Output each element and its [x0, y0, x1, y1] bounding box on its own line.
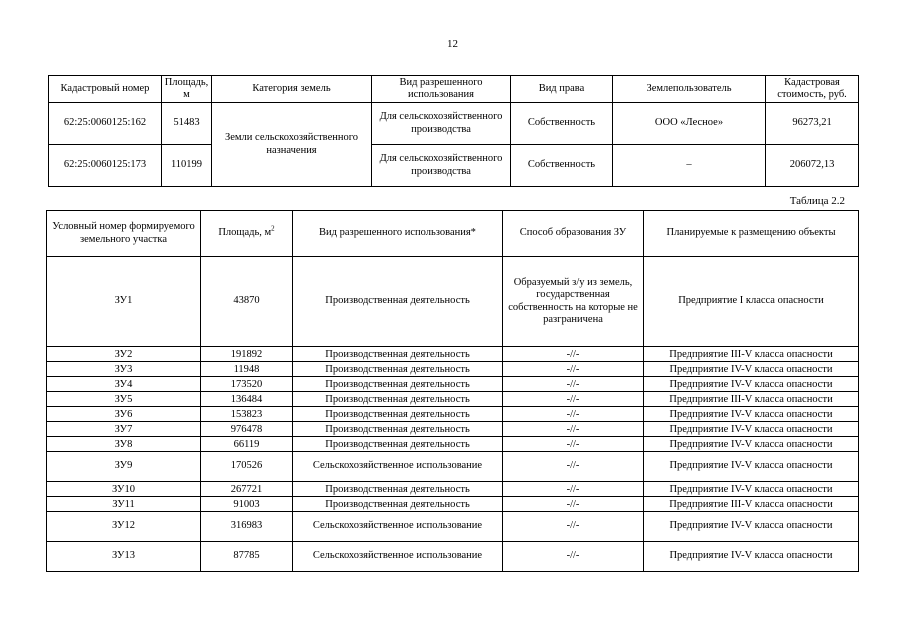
permitted-use: Производственная деятельность	[293, 437, 503, 452]
plot-number: ЗУ11	[47, 497, 201, 512]
planned-objects: Предприятие IV-V класса опасности	[644, 452, 859, 482]
plot-number: ЗУ2	[47, 347, 201, 362]
area-value: 136484	[201, 392, 293, 407]
formation-method: -//-	[503, 482, 644, 497]
planned-objects: Предприятие IV-V класса опасности	[644, 437, 859, 452]
formation-method: -//-	[503, 362, 644, 377]
plot-number: ЗУ4	[47, 377, 201, 392]
cadastral-number: 62:25:0060125:162	[49, 103, 162, 145]
area-value: 87785	[201, 542, 293, 572]
table1-header-cell: Площадь, м	[162, 76, 212, 103]
cadastral-number: 62:25:0060125:173	[49, 145, 162, 187]
formation-method: -//-	[503, 497, 644, 512]
plot-number: ЗУ7	[47, 422, 201, 437]
planned-objects: Предприятие III-V класса опасности	[644, 497, 859, 512]
formation-method: -//-	[503, 437, 644, 452]
table1-header-row	[49, 76, 859, 103]
area-value: 316983	[201, 512, 293, 542]
table-row	[47, 452, 859, 482]
header-area-sup: 2	[271, 224, 275, 233]
planned-objects: Предприятие IV-V класса опасности	[644, 542, 859, 572]
table2-caption: Таблица 2.2	[789, 195, 845, 207]
table1-header-cell: Землепользователь	[613, 76, 766, 103]
permitted-use: Производственная деятельность	[293, 482, 503, 497]
planned-objects: Предприятие III-V класса опасности	[644, 347, 859, 362]
header-plot-number: Условный номер формируемого земельного участка	[47, 211, 201, 257]
table-row	[47, 422, 859, 437]
permitted-use: Производственная деятельность	[293, 497, 503, 512]
table-row	[47, 362, 859, 377]
plot-number: ЗУ13	[47, 542, 201, 572]
table1-header-cell: Вид права	[511, 76, 613, 103]
formation-method: Образуемый з/у из земель, государственная собственность на которые не разграничена	[503, 257, 644, 347]
planned-objects: Предприятие III-V класса опасности	[644, 392, 859, 407]
plot-number: ЗУ12	[47, 512, 201, 542]
page-number: 12	[447, 38, 458, 50]
planned-objects: Предприятие IV-V класса опасности	[644, 377, 859, 392]
land-category: Земли сельскохозяйственного назначения	[212, 103, 372, 187]
header-formation-method: Способ образования ЗУ	[503, 211, 644, 257]
permitted-use: Для сельскохозяйственного производства	[372, 145, 511, 187]
area-value: 66119	[201, 437, 293, 452]
table-row	[47, 512, 859, 542]
planned-objects: Предприятие IV-V класса опасности	[644, 422, 859, 437]
permitted-use: Производственная деятельность	[293, 257, 503, 347]
table-row	[47, 377, 859, 392]
table-row	[47, 407, 859, 422]
permitted-use: Сельскохозяйственное использование	[293, 452, 503, 482]
area-value: 191892	[201, 347, 293, 362]
table1-header-cell: Категория земель	[212, 76, 372, 103]
header-permitted-use: Вид разрешенного использования*	[293, 211, 503, 257]
table2-header-row	[47, 211, 859, 257]
planned-plots-table	[46, 210, 859, 572]
planned-objects: Предприятие IV-V класса опасности	[644, 362, 859, 377]
area-value: 170526	[201, 452, 293, 482]
area-value: 11948	[201, 362, 293, 377]
right-type: Собственность	[511, 145, 613, 187]
area-value: 976478	[201, 422, 293, 437]
formation-method: -//-	[503, 377, 644, 392]
permitted-use: Производственная деятельность	[293, 392, 503, 407]
area-value: 43870	[201, 257, 293, 347]
cadastral-table	[48, 75, 859, 187]
land-user: ООО «Лесное»	[613, 103, 766, 145]
formation-method: -//-	[503, 392, 644, 407]
plot-number: ЗУ6	[47, 407, 201, 422]
permitted-use: Сельскохозяйственное использование	[293, 512, 503, 542]
table-row	[47, 497, 859, 512]
permitted-use: Производственная деятельность	[293, 362, 503, 377]
table1-header-cell: Кадастровая стоимость, руб.	[766, 76, 859, 103]
permitted-use: Производственная деятельность	[293, 407, 503, 422]
plot-number: ЗУ8	[47, 437, 201, 452]
area-value: 110199	[162, 145, 212, 187]
plot-number: ЗУ1	[47, 257, 201, 347]
planned-objects: Предприятие IV-V класса опасности	[644, 512, 859, 542]
planned-objects: Предприятие IV-V класса опасности	[644, 407, 859, 422]
header-planned-objects: Планируемые к размещению объекты	[644, 211, 859, 257]
header-area-label: Площадь, м	[218, 227, 272, 239]
planned-objects: Предприятие IV-V класса опасности	[644, 482, 859, 497]
area-value: 267721	[201, 482, 293, 497]
table-row	[49, 145, 859, 187]
area-value: 173520	[201, 377, 293, 392]
plot-number: ЗУ10	[47, 482, 201, 497]
table1-header-cell: Кадастровый номер	[49, 76, 162, 103]
formation-method: -//-	[503, 452, 644, 482]
right-type: Собственность	[511, 103, 613, 145]
formation-method: -//-	[503, 347, 644, 362]
permitted-use: Производственная деятельность	[293, 347, 503, 362]
cadastral-value: 96273,21	[766, 103, 859, 145]
land-user: –	[613, 145, 766, 187]
plot-number: ЗУ5	[47, 392, 201, 407]
planned-objects: Предприятие I класса опасности	[644, 257, 859, 347]
table-row	[47, 482, 859, 497]
table-row	[47, 392, 859, 407]
area-value: 51483	[162, 103, 212, 145]
formation-method: -//-	[503, 407, 644, 422]
formation-method: -//-	[503, 422, 644, 437]
table1-header-cell: Вид разрешенного использования	[372, 76, 511, 103]
cadastral-value: 206072,13	[766, 145, 859, 187]
table-row	[49, 103, 859, 145]
area-value: 91003	[201, 497, 293, 512]
permitted-use: Для сельскохозяйственного производства	[372, 103, 511, 145]
table-row	[47, 437, 859, 452]
plot-number: ЗУ3	[47, 362, 201, 377]
plot-number: ЗУ9	[47, 452, 201, 482]
permitted-use: Производственная деятельность	[293, 377, 503, 392]
table-row	[47, 542, 859, 572]
area-value: 153823	[201, 407, 293, 422]
permitted-use: Сельскохозяйственное использование	[293, 542, 503, 572]
permitted-use: Производственная деятельность	[293, 422, 503, 437]
formation-method: -//-	[503, 512, 644, 542]
header-area	[201, 211, 293, 257]
table-row	[47, 257, 859, 347]
formation-method: -//-	[503, 542, 644, 572]
table-row	[47, 347, 859, 362]
